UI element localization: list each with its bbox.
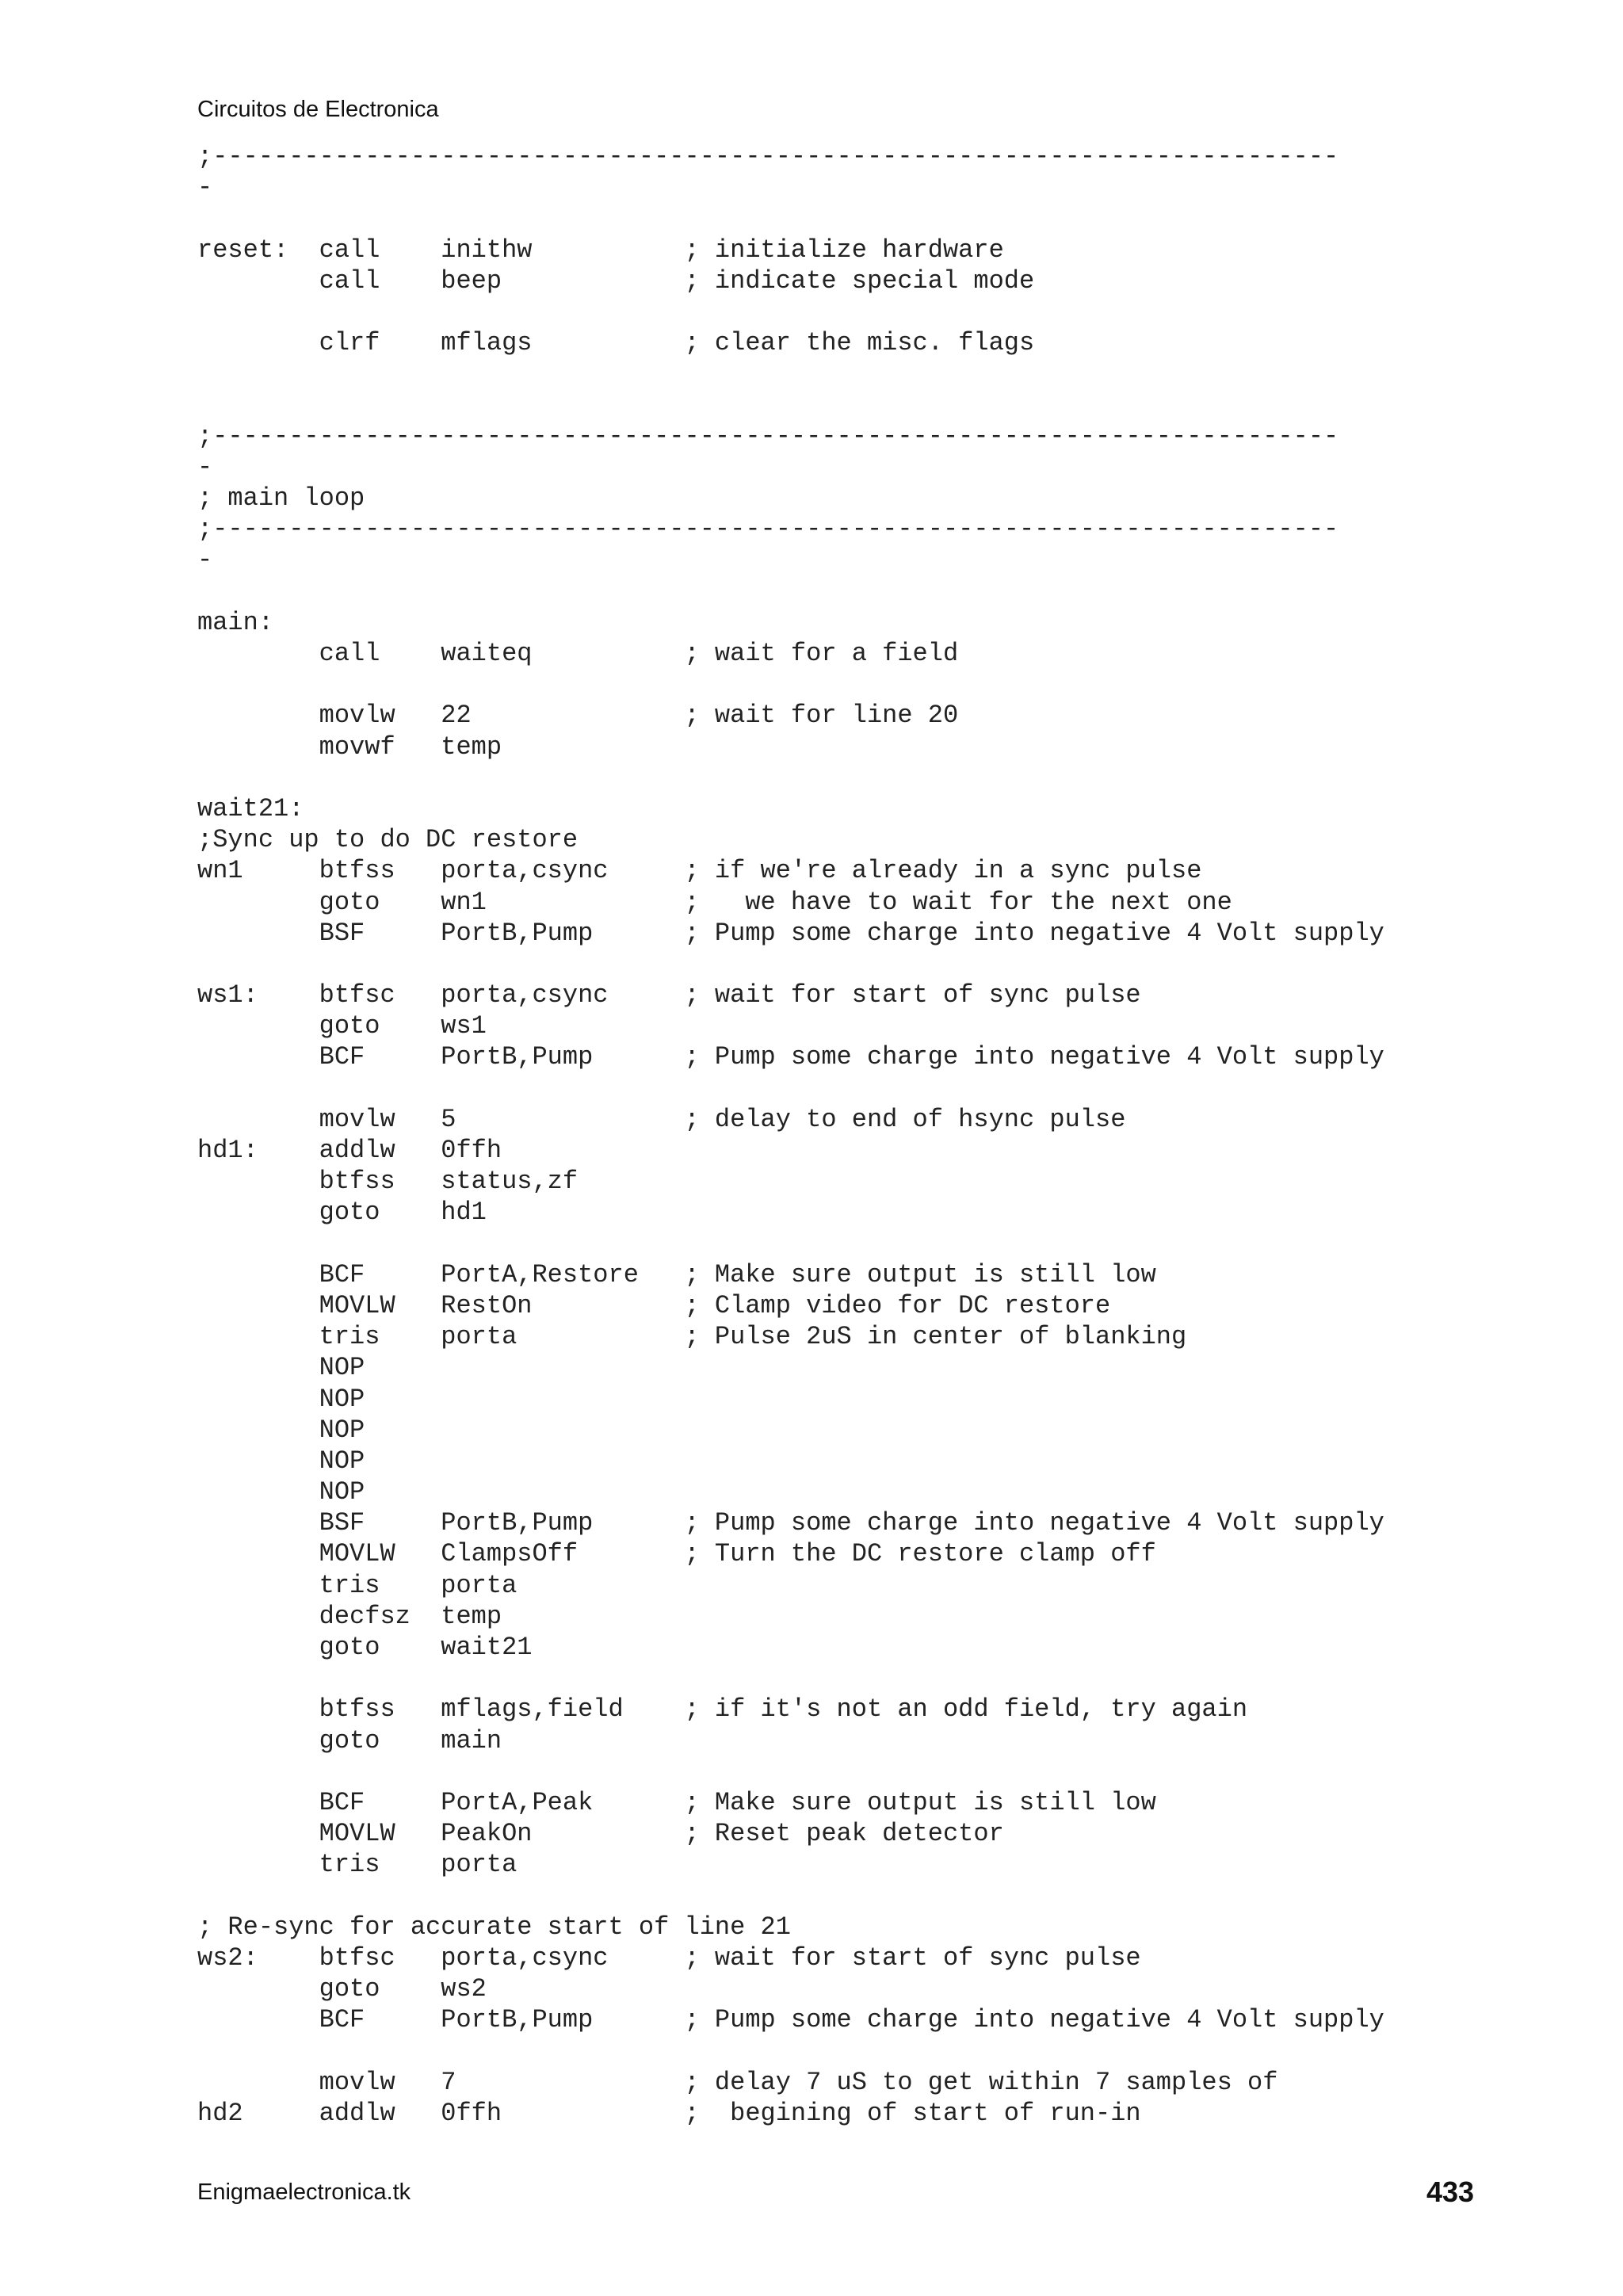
code-line [197, 296, 1384, 327]
code-line [197, 576, 1384, 607]
code-line [197, 669, 1384, 700]
code-line [197, 1073, 1384, 1104]
code-line: - [197, 173, 213, 203]
code-line: NOP [197, 1477, 365, 1507]
code-line: NOP [197, 1353, 365, 1383]
code-line: BCF PortB,Pump ; Pump some charge into negative 4 Volt supply [197, 2005, 1384, 2035]
code-line: BCF PortB,Pump ; Pump some charge into negative 4 Volt supply [197, 1042, 1384, 1072]
code-line: main: [197, 607, 274, 637]
code-line: NOP [197, 1415, 365, 1445]
code-line: MOVLW RestOn ; Clamp video for DC restore [197, 1290, 1111, 1320]
code-line: - [197, 452, 213, 482]
code-line: tris porta ; Pulse 2uS in center of blanking [197, 1322, 1187, 1352]
code-line: BSF PortB,Pump ; Pump some charge into negative 4 Volt supply [197, 1508, 1384, 1538]
code-line: goto ws1 [197, 1011, 487, 1041]
code-line: goto wn1 ; we have to wait for the next one [197, 887, 1232, 917]
code-line [197, 203, 1384, 234]
code-line: movlw 5 ; delay to end of hsync pulse [197, 1104, 1126, 1134]
code-line [197, 390, 1384, 421]
code-line: MOVLW PeakOn ; Reset peak detector [197, 1819, 1004, 1849]
code-line: ;-------------------------------------------------------------------------- [197, 514, 1339, 544]
code-line: decfsz temp [197, 1601, 502, 1631]
code-line [197, 2035, 1384, 2066]
code-line: - [197, 545, 213, 575]
code-line: movwf temp [197, 732, 502, 762]
code-line: tris porta [197, 1570, 517, 1600]
code-line: hd1: addlw 0ffh [197, 1136, 502, 1165]
code-line: wn1 btfss porta,csync ; if we're already in a sync pulse [197, 856, 1202, 886]
code-line: btfss status,zf [197, 1167, 579, 1197]
code-line: ;Sync up to do DC restore [197, 825, 579, 855]
code-line: hd2 addlw 0ffh ; begining of start of run-in [197, 2098, 1141, 2128]
code-line: MOVLW ClampsOff ; Turn the DC restore clamp off [197, 1539, 1156, 1569]
assembly-code-listing [197, 141, 1384, 2129]
code-line: call waiteq ; wait for a field [197, 639, 959, 668]
code-line: goto hd1 [197, 1198, 487, 1228]
code-line: movlw 7 ; delay 7 uS to get within 7 samples of [197, 2067, 1278, 2097]
code-line: goto wait21 [197, 1633, 533, 1662]
footer-site: Enigmaelectronica.tk [197, 2179, 411, 2205]
code-line: btfss mflags,field ; if it's not an odd field, try again [197, 1694, 1248, 1725]
code-line: call beep ; indicate special mode [197, 266, 1035, 296]
code-line: tris porta [197, 1850, 517, 1880]
code-line [197, 358, 1384, 389]
code-line: BCF PortA,Restore ; Make sure output is still low [197, 1259, 1156, 1289]
code-line: goto ws2 [197, 1974, 487, 2004]
code-line: ; Re-sync for accurate start of line 21 [197, 1912, 791, 1942]
code-line [197, 1663, 1384, 1694]
code-line: ;-------------------------------------------------------------------------- [197, 142, 1339, 171]
code-line [197, 1756, 1384, 1787]
code-line: movlw 22 ; wait for line 20 [197, 701, 959, 731]
code-line: ; main loop [197, 483, 365, 514]
code-line: clrf mflags ; clear the misc. flags [197, 328, 1035, 358]
code-line [197, 762, 1384, 793]
code-line: wait21: [197, 793, 304, 823]
code-line: ws1: btfsc porta,csync ; wait for start of sync pulse [197, 980, 1141, 1010]
page-header: Circuitos de Electronica [197, 97, 439, 122]
code-line: BCF PortA,Peak ; Make sure output is still low [197, 1787, 1156, 1817]
code-line: reset: call inithw ; initialize hardware [197, 235, 1004, 265]
code-line [197, 949, 1384, 980]
code-line: BSF PortB,Pump ; Pump some charge into negative 4 Volt supply [197, 918, 1384, 948]
code-line [197, 1228, 1384, 1259]
code-line [197, 1881, 1384, 1912]
code-line: NOP [197, 1446, 365, 1476]
code-line: ;-------------------------------------------------------------------------- [197, 421, 1339, 451]
code-line: ws2: btfsc porta,csync ; wait for start of sync pulse [197, 1943, 1141, 1973]
code-line: NOP [197, 1384, 365, 1414]
code-line: goto main [197, 1725, 502, 1755]
page-number: 433 [1426, 2176, 1475, 2208]
